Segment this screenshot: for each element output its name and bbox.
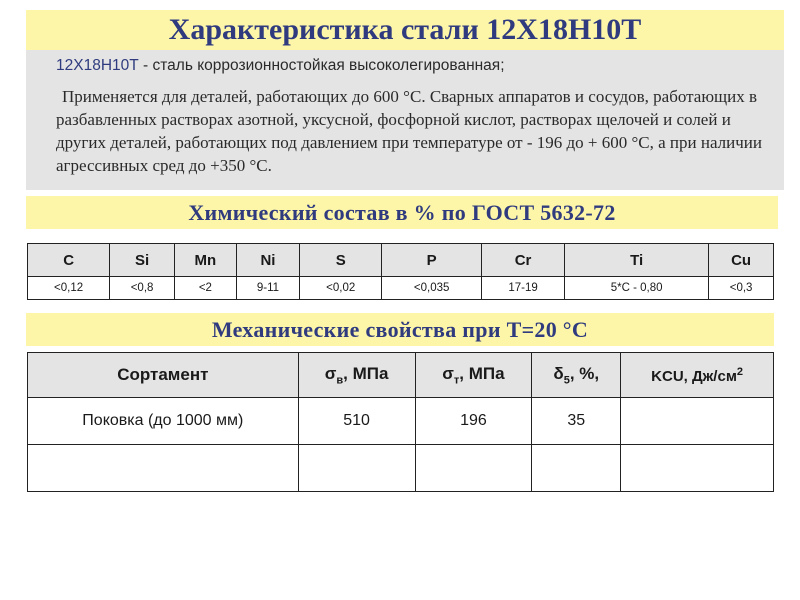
mechanical-properties-table [27, 352, 774, 492]
title-bar [26, 10, 784, 50]
steel-grade-description: - сталь коррозионностойкая высоколегированная; [138, 57, 505, 74]
mechanical-heading: Механические свойства при Т=20 °С [211, 316, 589, 342]
application-paragraph: Применяется для деталей, работающих до 600 °С. Сварных аппаратов и сосудов, работающих в разбавленных растворах азотной, уксусной, фосфорной кислот, растворах щелочей и солей и других деталей, работающих под давлением при температуре от - 196 до + 600 °С, а при наличии агрессивных сред до +350 °С. [56, 87, 762, 175]
element-header: Cu [709, 244, 774, 277]
product-cell [28, 445, 299, 492]
yield-strength-cell [415, 445, 532, 492]
element-header: P [382, 244, 482, 277]
element-header: Mn [174, 244, 236, 277]
impact-strength-cell [621, 398, 774, 445]
product-header: Сортамент [28, 353, 299, 398]
element-header: Cr [482, 244, 565, 277]
elongation-header: $\delta_5$, %, [532, 353, 621, 398]
tensile-strength-header: $\sigma_в$, МПа [298, 353, 415, 398]
element-header: C [28, 244, 110, 277]
chemical-composition-table [27, 243, 774, 300]
yield-strength-cell: 196 [415, 398, 532, 445]
element-header: Si [110, 244, 175, 277]
table-row [28, 277, 774, 300]
element-value: 17-19 [482, 277, 565, 300]
elongation-cell: 35 [532, 398, 621, 445]
tensile-strength-cell [298, 445, 415, 492]
element-header: Ti [565, 244, 709, 277]
impact-strength-header: KCU, $Дж/см^2$ [621, 353, 774, 398]
intro-box [26, 50, 784, 190]
yield-strength-header: $\sigma_т$, МПа [415, 353, 532, 398]
element-header: Ni [236, 244, 299, 277]
element-value: <0,3 [709, 277, 774, 300]
element-value: <0,12 [28, 277, 110, 300]
table-row [28, 398, 774, 445]
elongation-cell [532, 445, 621, 492]
table-header-row [28, 244, 774, 277]
intro-summary [56, 57, 772, 75]
table-row [28, 445, 774, 492]
tensile-strength-cell: 510 [298, 398, 415, 445]
table-header-row [28, 353, 774, 398]
element-value: 5*C - 0,80 [565, 277, 709, 300]
mechanical-heading-bar [26, 313, 774, 346]
element-value: <2 [174, 277, 236, 300]
steel-grade: 12Х18Н10Т [56, 57, 139, 74]
element-value: 9-11 [236, 277, 299, 300]
element-value: <0,8 [110, 277, 175, 300]
page-title: Характеристика стали 12Х18Н10Т [168, 13, 642, 46]
element-header: S [300, 244, 382, 277]
element-value: <0,035 [382, 277, 482, 300]
chemical-heading-bar [26, 196, 778, 229]
product-cell: Поковка (до 1000 мм) [28, 398, 299, 445]
impact-strength-cell [621, 445, 774, 492]
element-value: <0,02 [300, 277, 382, 300]
chemical-heading: Химический состав в % по ГОСТ 5632-72 [188, 199, 616, 225]
